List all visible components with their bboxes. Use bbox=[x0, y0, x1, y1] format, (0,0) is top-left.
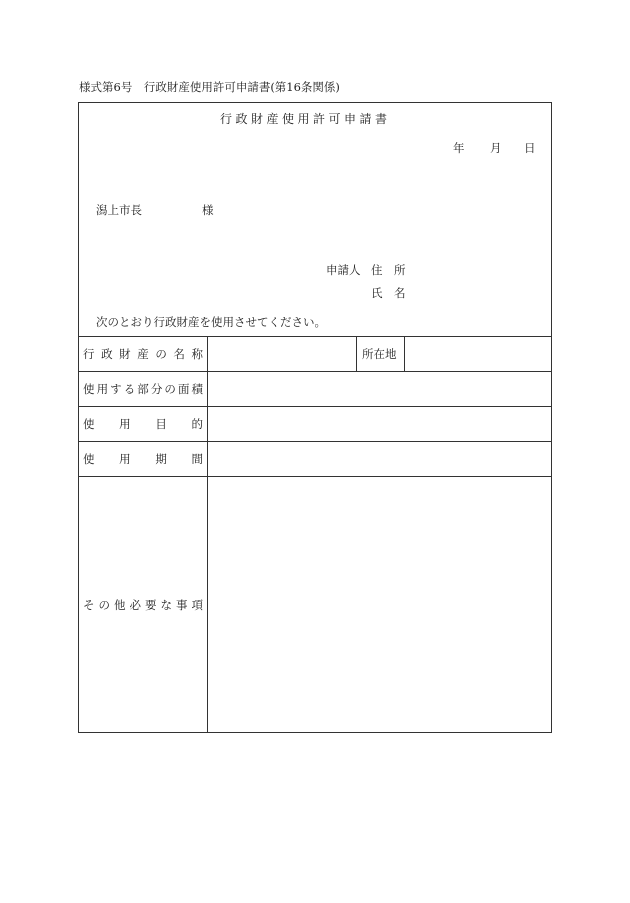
applicant-label: 申請人 bbox=[326, 263, 361, 277]
form-number-label: 様式第6号 行政財産使用許可申請書(第16条関係) bbox=[79, 80, 340, 94]
form-title: 行政財産使用許可申請書 bbox=[220, 112, 391, 126]
date-year-label: 年 bbox=[453, 141, 465, 155]
date-day-label: 日 bbox=[524, 141, 536, 155]
divider-row-3 bbox=[78, 441, 552, 442]
property-name-label: 行 政 財 産 の 名 称 bbox=[83, 347, 203, 361]
divider-row-4 bbox=[78, 476, 552, 477]
other-matters-label: そ の 他 必 要 な 事 項 bbox=[83, 598, 203, 612]
location-divider-right bbox=[404, 336, 405, 371]
honorific: 様 bbox=[202, 203, 214, 217]
usage-purpose-label: 使 用 目 的 bbox=[83, 417, 203, 431]
divider-row-2 bbox=[78, 406, 552, 407]
applicant-name-label: 氏 名 bbox=[371, 286, 406, 300]
application-form-frame bbox=[78, 102, 552, 733]
location-divider-left bbox=[356, 336, 357, 371]
divider-header-bottom bbox=[78, 336, 552, 337]
request-statement: 次のとおり行政財産を使用させてください。 bbox=[96, 315, 326, 329]
label-column-divider bbox=[207, 336, 208, 733]
date-month-label: 月 bbox=[490, 141, 502, 155]
usage-period-label: 使 用 期 間 bbox=[83, 452, 203, 466]
location-label: 所在地 bbox=[362, 347, 397, 361]
usage-area-label: 使 用 す る 部 分 の 面 積 bbox=[83, 382, 203, 396]
addressee: 潟上市長 bbox=[96, 203, 142, 217]
applicant-address-label: 住 所 bbox=[371, 263, 406, 277]
divider-row-1 bbox=[78, 371, 552, 372]
